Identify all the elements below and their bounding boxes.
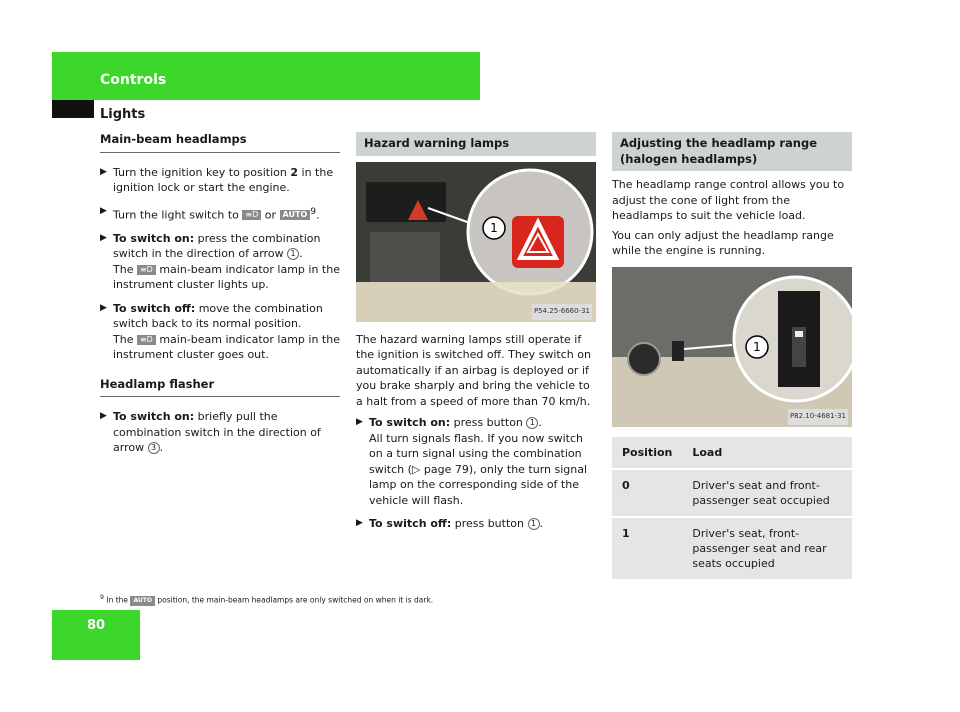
headlamp-range-intro: The headlamp range control allows you to adjust the cone of light from the headlamps to suit the vehicle load. [612,178,845,222]
subsection-title: Lights [100,107,146,122]
step-arrow-icon: ▶ [100,302,107,313]
photo-code: P54.25-6660-31 [532,304,592,320]
auto-icon: AUTO [280,210,311,220]
table-row [612,469,852,517]
step-arrow-icon: ▶ [356,518,363,528]
step-switch-off: ▶ To switch off: move the combination switch back to its normal position. The ≡D main-beam indicator lamp in the instrument cluster goes out. [100,301,340,362]
step-ignition: ▶ Turn the ignition key to position 2 in the ignition lock or start the engine. [100,165,334,194]
footnote: $^9$ In the AUTO position, the main-beam headlamps are only switched on when it is dark. [100,594,434,605]
load-cell: Driver's seat, front-passenger seat and rear seats occupied [682,517,852,580]
hazard-description: The hazard warning lamps still operate if the ignition is switched off. They switch on automatically if an airbag is deployed or if you brake sharply and bring the vehicle to a halt from a speed of more than 70 km/h. [356,332,591,408]
load-cell: Driver's seat and front-passenger seat occupied [682,469,852,517]
main-beam-icon: ≡D [137,335,156,345]
table-row [612,517,852,580]
hazard-switch-on: ▶ To switch on: press button 1 . All turn signals flash. If you now switch on a turn signal using the combination switch (▷ page 79), only the turn signal lamp on the corresponding side of the vehicle will flash. [356,416,588,507]
low-beam-icon: ≡D [242,210,261,220]
hazard-switch-off: ▶ To switch off: press button 1 . [356,517,543,530]
headlamp-flasher-heading: Headlamp flasher [100,377,340,398]
main-beam-heading: Main-beam headlamps [100,132,340,153]
position-cell: 1 [612,517,682,580]
section-title: Controls [100,72,167,88]
headlamp-range-note: You can only adjust the headlamp range while the engine is running. [612,228,834,257]
hazard-heading: Hazard warning lamps [356,132,596,156]
range-position-table [612,437,852,582]
callout-number: 3 [148,442,160,454]
step-arrow-icon: ▶ [100,166,107,177]
table-header-load: Load [682,437,852,470]
auto-icon: AUTO [130,596,155,606]
table-header-position: Position [612,437,682,470]
callout-number: 1 [287,248,299,260]
hazard-photo-illustration [356,162,596,322]
headlamp-range-heading: Adjusting the headlamp range (halogen headlamps) [612,132,852,171]
photo-callout: 1 [490,220,498,235]
main-beam-column [100,132,340,464]
range-photo-illustration [612,267,852,427]
section-marker [52,100,94,118]
photo-callout: 1 [753,339,761,354]
step-arrow-icon: ▶ [100,232,107,243]
callout-number: 1 [526,417,538,429]
callout-number: 1 [528,518,540,530]
hazard-switch-photo [356,162,596,322]
position-cell: 0 [612,469,682,517]
step-switch-on: ▶ To switch on: press the combination switch in the direction of arrow 1 . The ≡D main-beam indicator lamp in the instrument cluster lights up. [100,231,340,292]
headlamp-range-column [612,132,852,581]
step-flasher: ▶ To switch on: briefly pull the combination switch in the direction of arrow 3 . [100,410,321,455]
headlamp-range-photo [612,267,852,427]
hazard-column [356,132,596,540]
photo-code: P82.10-4681-31 [788,409,848,425]
step-arrow-icon: ▶ [356,417,363,427]
step-arrow-icon: ▶ [100,411,107,422]
step-light-switch: ▶ Turn the light switch to ≡D or AUTO $^9$. [100,205,320,222]
step-arrow-icon: ▶ [100,205,107,216]
page-number: 80 [86,618,106,633]
main-beam-icon: ≡D [137,265,156,275]
